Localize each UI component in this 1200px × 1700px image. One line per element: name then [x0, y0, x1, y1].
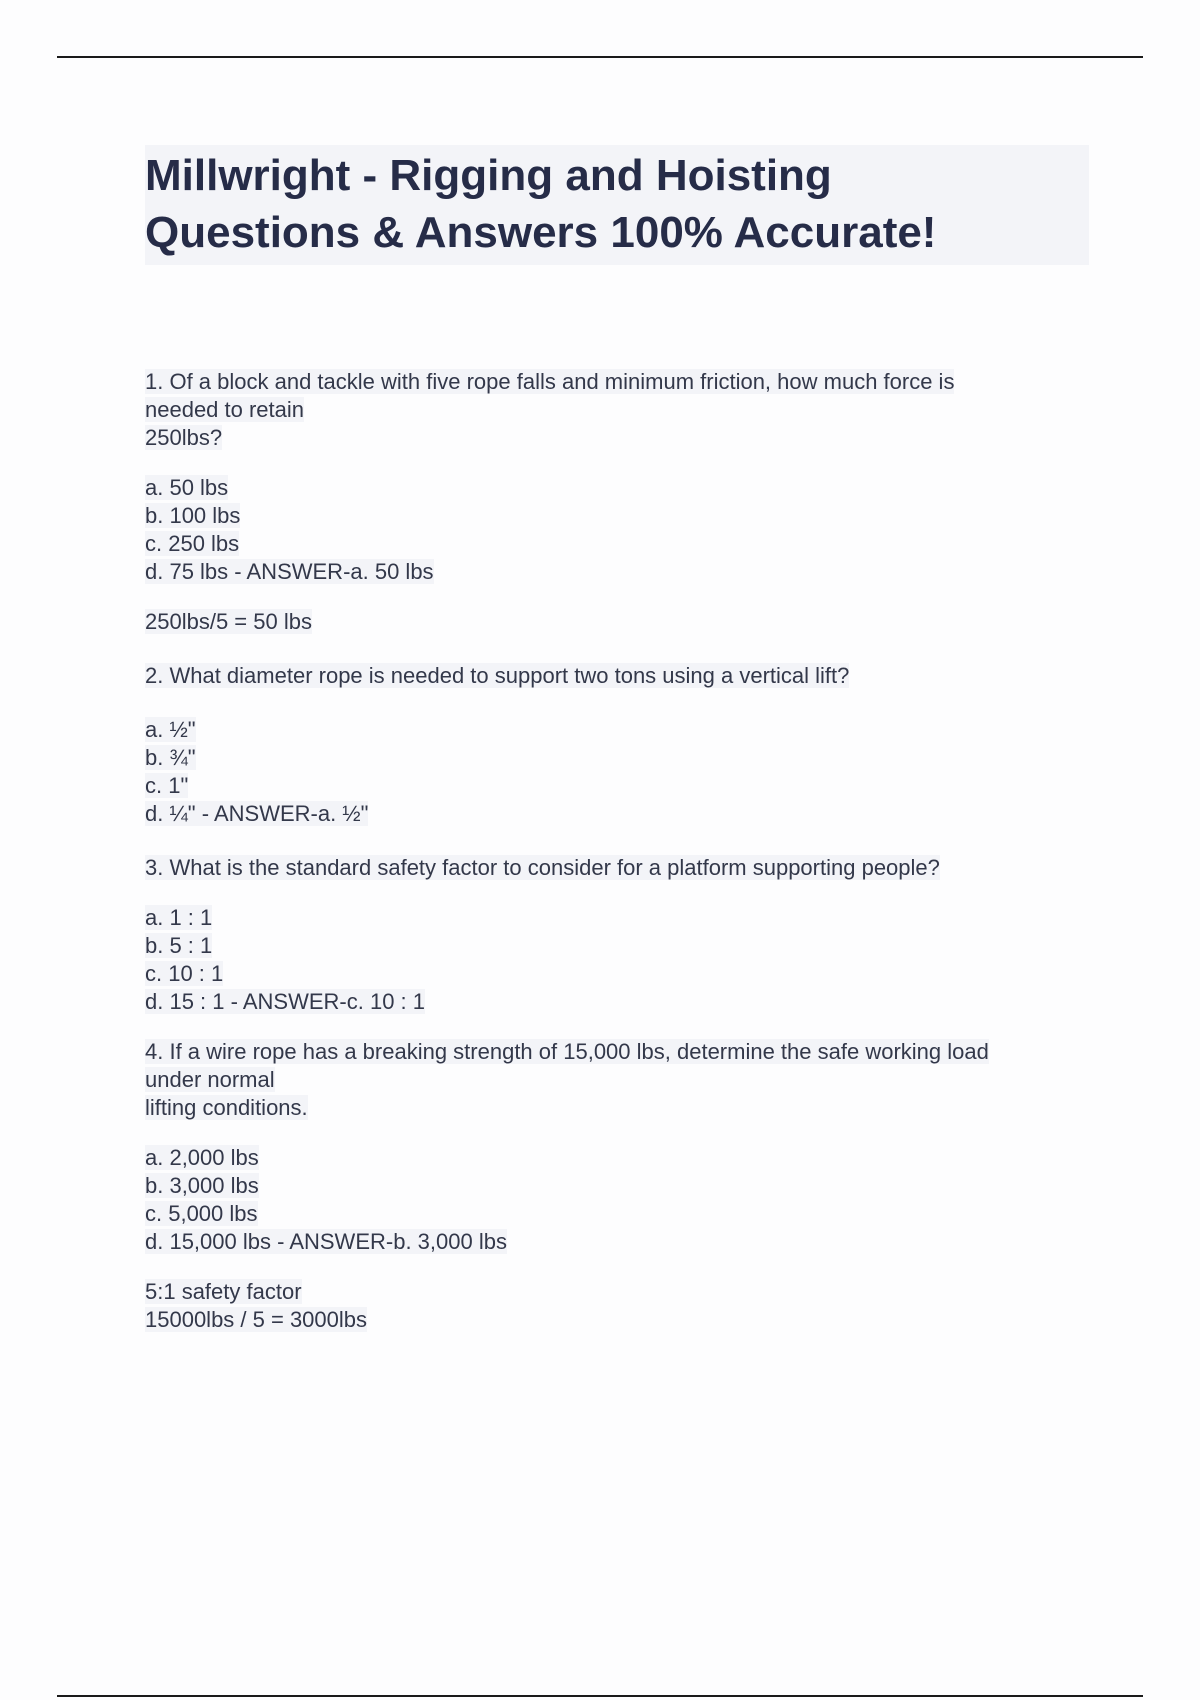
answer-option: d. 15 : 1 - ANSWER-c. 10 : 1 [145, 989, 425, 1014]
answer-option: a. 2,000 lbs [145, 1145, 259, 1170]
answer-option: c. 10 : 1 [145, 961, 224, 986]
question-prompt: 2. What diameter rope is needed to support two tons using a vertical lift? [145, 663, 850, 688]
title-line-1: Millwright - Rigging and Hoisting [145, 151, 832, 200]
question-block [145, 1038, 1085, 1334]
question-prompt: 1. Of a block and tackle with five rope falls and minimum friction, how much force is [145, 369, 955, 394]
question-block [145, 662, 1085, 828]
question-prompt: 3. What is the standard safety factor to consider for a platform supporting people? [145, 855, 940, 880]
answer-option: b. 100 lbs [145, 503, 241, 528]
answer-option: a. ½" [145, 717, 196, 742]
question-prompt: needed to retain [145, 397, 305, 422]
bottom-rule [57, 1695, 1143, 1697]
answer-explanation: 250lbs/5 = 50 lbs [145, 609, 312, 634]
question-prompt: under normal [145, 1067, 275, 1092]
question-block [145, 368, 1085, 636]
questions-list [145, 368, 1085, 1334]
answer-option: a. 50 lbs [145, 475, 229, 500]
answer-option: a. 1 : 1 [145, 905, 213, 930]
answer-explanation: 15000lbs / 5 = 3000lbs [145, 1307, 368, 1332]
answer-option: d. 75 lbs - ANSWER-a. 50 lbs [145, 559, 434, 584]
answer-option: d. ¼" - ANSWER-a. ½" [145, 801, 369, 826]
answer-option: c. 1" [145, 773, 189, 798]
top-rule [57, 56, 1143, 58]
question-prompt: 250lbs? [145, 425, 223, 450]
answer-option: c. 5,000 lbs [145, 1201, 258, 1226]
title-line-2: Questions & Answers 100% Accurate! [145, 208, 937, 257]
answer-option: b. 5 : 1 [145, 933, 213, 958]
answer-option: d. 15,000 lbs - ANSWER-b. 3,000 lbs [145, 1229, 507, 1254]
answer-option: b. ¾" [145, 745, 196, 770]
question-prompt: lifting conditions. [145, 1095, 308, 1120]
answer-option: b. 3,000 lbs [145, 1173, 259, 1198]
answer-explanation: 5:1 safety factor [145, 1279, 302, 1304]
question-block [145, 854, 1085, 1016]
document-title [145, 145, 1089, 265]
question-prompt: 4. If a wire rope has a breaking strength of 15,000 lbs, determine the safe working load [145, 1039, 989, 1064]
answer-option: c. 250 lbs [145, 531, 240, 556]
